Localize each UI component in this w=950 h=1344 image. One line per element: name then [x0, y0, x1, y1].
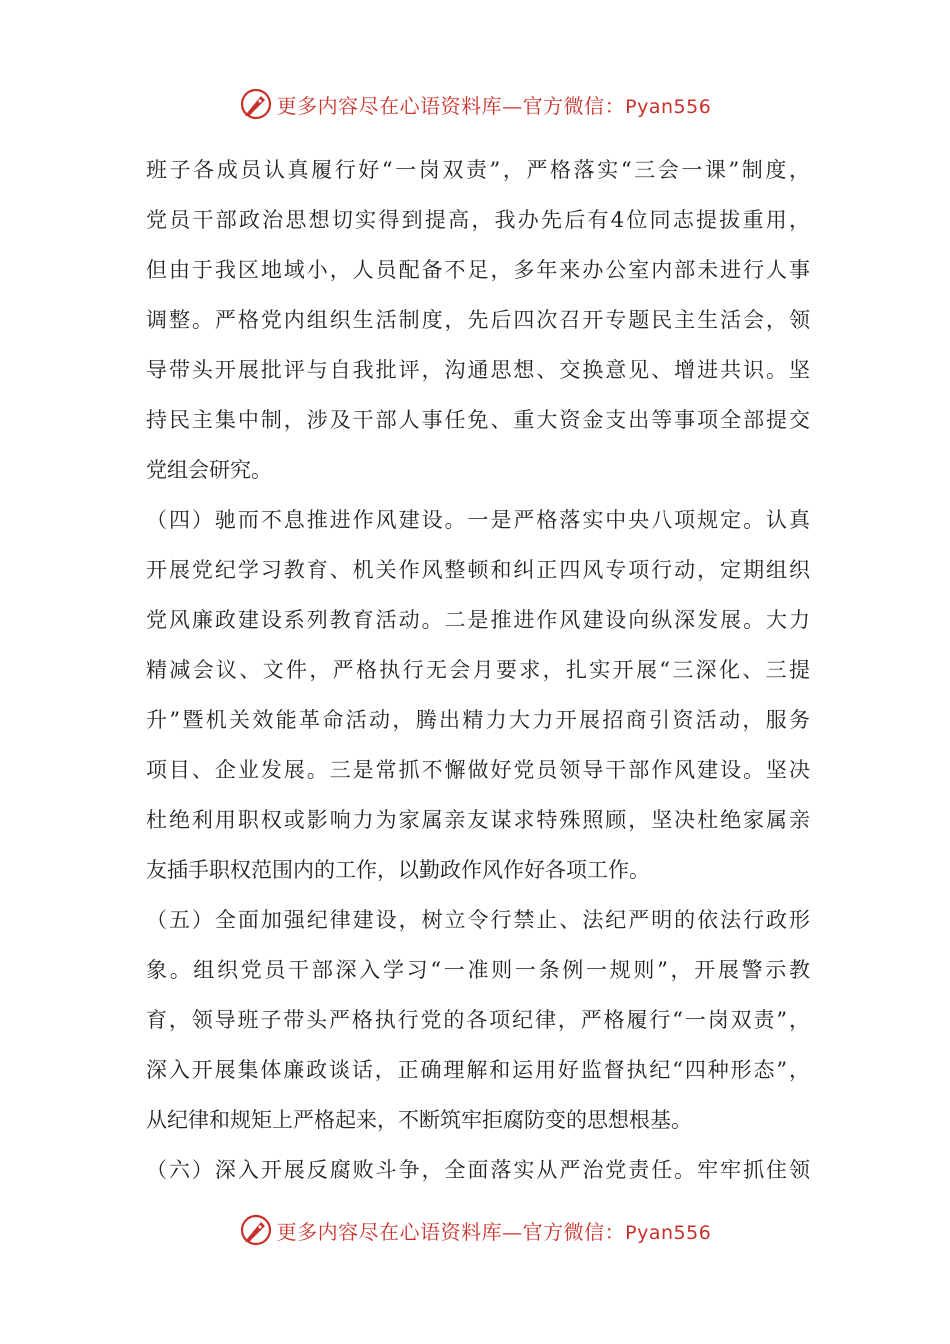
text-line: 友插手职权范围内的工作，以勤政作风作好各项工作。 [146, 858, 650, 882]
text-line: 象。组织党员干部深入学习“一准则一条例一规则”，开展警示教 [146, 958, 810, 982]
text-line: 党风廉政建设系列教育活动。二是推进作风建设向纵深发展。大力 [146, 608, 810, 632]
text-line: 调整。严格党内组织生活制度，先后四次召开专题民主生活会，领 [146, 308, 810, 332]
text-line: （五）全面加强纪律建设，树立令行禁止、法纪严明的依法行政形 [146, 908, 810, 932]
text-line: 持民主集中制，涉及干部人事任免、重大资金支出等事项全部提交 [146, 408, 810, 432]
banner-slogan: 更多内容尽在心语资料库—官方微信： [276, 93, 626, 118]
footer-watermark-banner [0, 1210, 950, 1250]
text-line: 班子各成员认真履行好“一岗双责”，严格落实“三会一课”制度， [146, 158, 810, 182]
text-line: 育，领导班子带头严格执行党的各项纪律，严格履行“一岗双责”， [146, 1008, 810, 1032]
text-line: 导带头开展批评与自我批评，沟通思想、交换意见、增进共识。坚 [146, 358, 810, 382]
text-line: （四）驰而不息推进作风建设。一是严格落实中央八项规定。认真 [146, 508, 810, 532]
text-line: 但由于我区地域小，人员配备不足，多年来办公室内部未进行人事 [146, 258, 810, 282]
text-line: 深入开展集体廉政谈话，正确理解和运用好监督执纪“四种形态”， [146, 1058, 810, 1082]
text-line: 党员干部政治思想切实得到提高，我办先后有4位同志提拔重用， [146, 208, 810, 232]
header-watermark-banner [0, 84, 950, 124]
banner-wechat-id: Pyan556 [625, 95, 712, 118]
pen-nib-logo-icon [239, 1213, 273, 1247]
pen-nib-logo-icon [239, 87, 273, 121]
banner-text [277, 1216, 712, 1245]
banner-slogan: 更多内容尽在心语资料库—官方微信： [276, 1219, 626, 1244]
text-line: 党组会研究。 [146, 458, 272, 482]
text-line: 项目、企业发展。三是常抓不懈做好党员领导干部作风建设。坚决 [146, 758, 810, 782]
text-line: （六）深入开展反腐败斗争，全面落实从严治党责任。牢牢抓住领 [146, 1158, 810, 1182]
text-line: 精减会议、文件，严格执行无会月要求，扎实开展“三深化、三提 [146, 658, 810, 682]
text-line: 杜绝利用职权或影响力为家属亲友谋求特殊照顾，坚决杜绝家属亲 [146, 808, 810, 832]
text-line: 从纪律和规矩上严格起来，不断筑牢拒腐防变的思想根基。 [146, 1108, 692, 1132]
document-body [146, 145, 810, 1195]
banner-wechat-id: Pyan556 [625, 1221, 712, 1244]
banner-text [277, 90, 712, 119]
text-line: 升”暨机关效能革命活动，腾出精力大力开展招商引资活动，服务 [146, 708, 810, 732]
text-line: 开展党纪学习教育、机关作风整顿和纠正四风专项行动，定期组织 [146, 558, 810, 582]
